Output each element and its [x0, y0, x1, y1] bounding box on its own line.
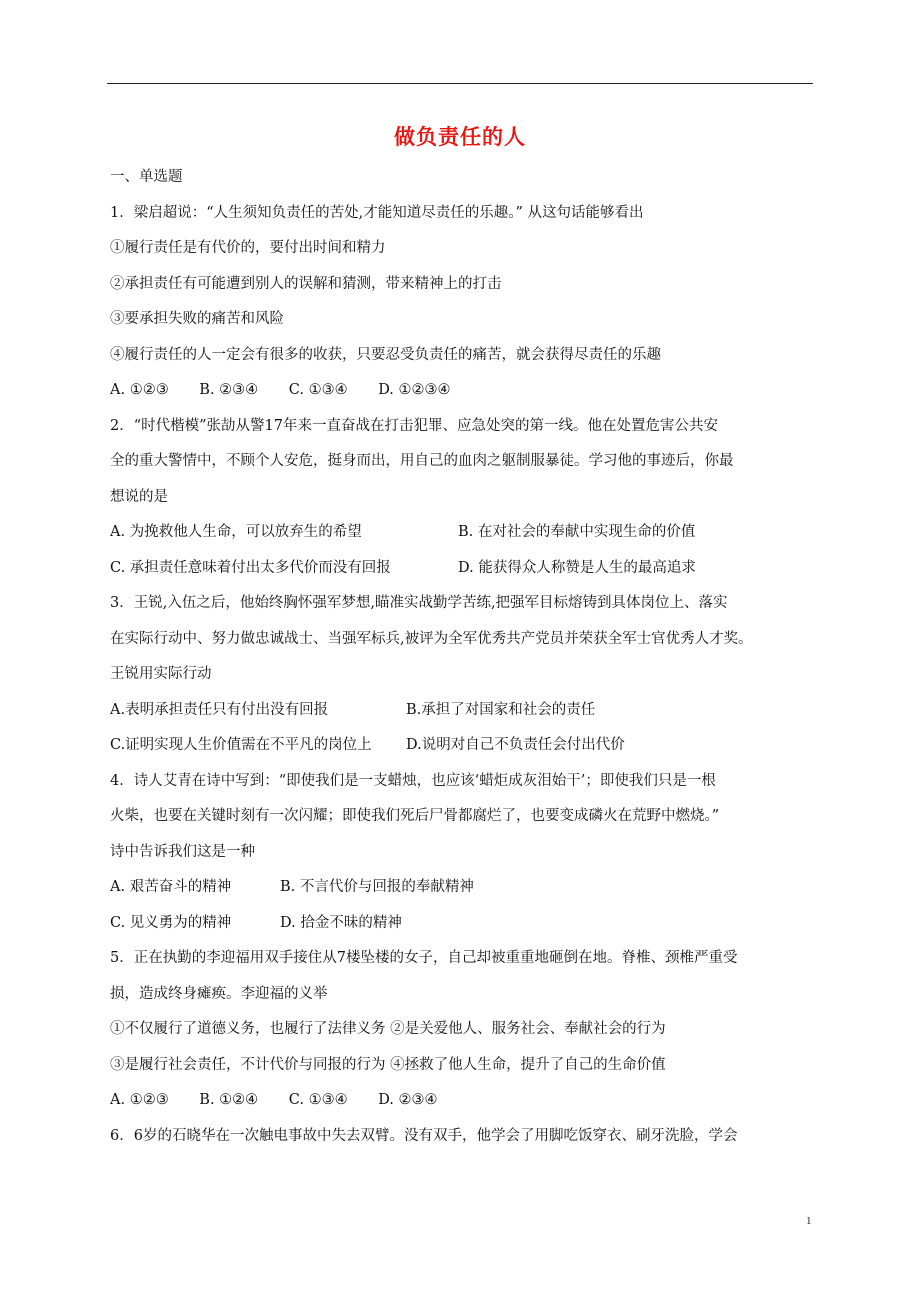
q2-option-d: D. 能获得众人称赞是人生的最高追求: [458, 559, 696, 576]
page-number: 1: [806, 1215, 812, 1227]
q1-item-1: ①履行责任是有代价的，要付出时间和精力: [110, 240, 386, 256]
q2-option-c: C. 承担责任意味着付出太多代价而没有回报: [110, 559, 391, 576]
q4-option-b: B. 不言代价与回报的奉献精神: [280, 879, 474, 895]
q4-stem-line-3: 诗中告诉我们这是一种: [110, 843, 255, 860]
q2-options-row-1: [110, 521, 815, 557]
q5-stem-line-2: 损，造成终身瘫痪。李迎福的义举: [110, 985, 328, 1002]
q1-item-3: ③要承担失败的痛苦和风险: [110, 311, 284, 327]
q2-options-row-2: [110, 557, 815, 593]
q4-option-a: A. 艰苦奋斗的精神: [110, 879, 232, 895]
q4-option-d: D. 拾金不昧的精神: [280, 914, 402, 931]
q3-options-row-2: [110, 734, 815, 770]
q3-option-d: D.说明对自己不负责任会付出代价: [406, 737, 625, 753]
q2-stem-line-1: 2．“时代楷模”张劼从警17年来一直奋战在打击犯罪、应急处突的第一线。他在处置危害公共安: [110, 417, 718, 434]
q5-item-line-1: ①不仅履行了道德义务，也履行了法律义务 ②是关爱他人、服务社会、奉献社会的行为: [110, 1021, 666, 1037]
q2-option-a: A. 为挽救他人生命，可以放弃生的希望: [110, 524, 362, 540]
q5-option-d: D. ②③④: [378, 1092, 438, 1108]
q3-option-a: A.表明承担责任只有付出没有回报: [110, 701, 329, 718]
q1-option-d: D. ①②③④: [378, 382, 451, 398]
q1-option-c: C. ①③④: [288, 382, 348, 398]
q3-stem-line-2: 在实际行动中、努力做忠诚战士、当强军标兵,被评为全军优秀共产党员并荣获全军士官优秀人才奖。: [110, 630, 753, 647]
q3-options-row-1: [110, 699, 815, 735]
q4-options-row-2: [110, 912, 815, 948]
q2-stem-line-2: 全的重大警情中，不顾个人安危，挺身而出，用自己的血肉之躯制服暴徒。学习他的事迹后，你最: [110, 453, 734, 469]
q5-stem-line-1: 5．正在执勤的李迎福用双手接住从7楼坠楼的女子，自己却被重重地砸倒在地。脊椎、颈椎严重受: [110, 950, 738, 966]
document-body: [110, 166, 815, 1160]
q4-stem-line-1: 4．诗人艾青在诗中写到：“即使我们是一支蜡烛，也应该‘蜡炬成灰泪始干’；即使我们只是一根: [110, 772, 716, 789]
q6-stem-line-1: 6．6岁的石晓华在一次触电事故中失去双臂。没有双手，他学会了用脚吃饭穿衣、刷牙洗脸，学会: [110, 1127, 738, 1144]
q5-option-b: B. ①②④: [199, 1092, 259, 1108]
q2-stem-line-3: 想说的是: [110, 488, 168, 505]
q5-option-c: C. ①③④: [288, 1092, 348, 1108]
q3-option-c: C.证明实现人生价值需在不平凡的岗位上: [110, 737, 372, 753]
section-heading: 一、单选题: [110, 169, 183, 185]
q4-stem-line-2: 火柴，也要在关键时刻有一次闪耀；即使我们死后尸骨都腐烂了，也要变成磷火在荒野中燃烧。”: [110, 808, 720, 824]
q1-stem: 1．梁启超说：“人生须知负责任的苦处,才能知道尽责任的乐趣。” 从这句话能够看出: [110, 204, 644, 221]
q5-options: [110, 1089, 815, 1125]
q1-item-4: ④履行责任的人一定会有很多的收获，只要忍受负责任的痛苦，就会获得尽责任的乐趣: [110, 346, 661, 363]
q4-option-c: C. 见义勇为的精神: [110, 914, 232, 931]
q1-options: [110, 379, 815, 415]
q5-item-line-2: ③是履行社会责任，不计代价与同报的行为 ④拯救了他人生命，提升了自己的生命价值: [110, 1056, 666, 1073]
q1-option-b: B. ②③④: [199, 382, 259, 398]
q2-option-b: B. 在对社会的奉献中实现生命的价值: [458, 524, 696, 540]
q1-option-a: A. ①②③: [110, 382, 169, 398]
q3-option-b: B.承担了对国家和社会的责任: [406, 701, 596, 718]
q1-item-2: ②承担责任有可能遭到别人的误解和猜测，带来精神上的打击: [110, 275, 502, 292]
q3-stem-line-3: 王锐用实际行动: [110, 666, 212, 682]
q5-option-a: A. ①②③: [110, 1092, 169, 1108]
page-title: 做负责任的人: [394, 125, 526, 149]
header-rule: [107, 83, 813, 84]
q4-options-row-1: [110, 876, 815, 912]
q3-stem-line-1: 3．王锐,入伍之后，他始终胸怀强军梦想,瞄准实战勤学苦练,把强军目标熔铸到具体岗位上、落实: [110, 595, 728, 611]
